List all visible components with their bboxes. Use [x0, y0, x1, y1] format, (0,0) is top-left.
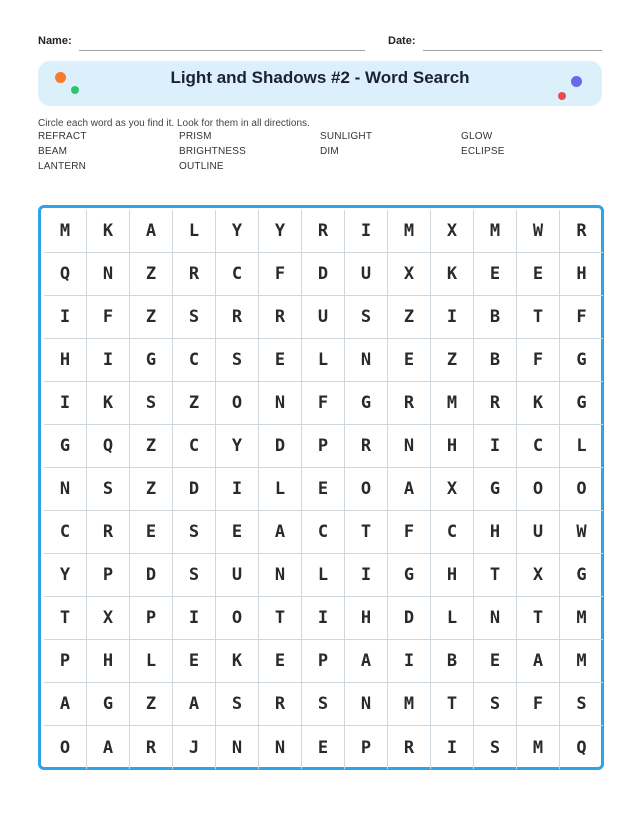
- grid-cell[interactable]: D: [259, 425, 302, 468]
- grid-cell[interactable]: G: [130, 339, 173, 382]
- grid-cell[interactable]: K: [87, 210, 130, 253]
- grid-cell[interactable]: C: [173, 425, 216, 468]
- grid-cell[interactable]: Q: [44, 253, 87, 296]
- header-fields: [38, 34, 602, 54]
- grid-cell[interactable]: R: [216, 296, 259, 339]
- grid-cell[interactable]: F: [517, 683, 560, 726]
- grid-cell[interactable]: Z: [388, 296, 431, 339]
- grid-cell[interactable]: I: [345, 554, 388, 597]
- word-item: DIM: [320, 146, 339, 157]
- grid-cell[interactable]: Z: [130, 468, 173, 511]
- grid-cell[interactable]: S: [345, 296, 388, 339]
- word-item: BEAM: [38, 146, 68, 157]
- grid-cell[interactable]: L: [173, 210, 216, 253]
- grid-cell[interactable]: A: [388, 468, 431, 511]
- grid-cell[interactable]: M: [560, 597, 603, 640]
- grid-cell[interactable]: Z: [173, 382, 216, 425]
- grid-cell[interactable]: P: [87, 554, 130, 597]
- grid-cell[interactable]: Y: [259, 210, 302, 253]
- grid-cell[interactable]: I: [345, 210, 388, 253]
- grid-cell[interactable]: H: [560, 253, 603, 296]
- grid-cell[interactable]: E: [173, 640, 216, 683]
- grid-cell[interactable]: S: [302, 683, 345, 726]
- grid-cell[interactable]: W: [517, 210, 560, 253]
- grid-cell[interactable]: U: [345, 253, 388, 296]
- grid-cell[interactable]: I: [302, 597, 345, 640]
- grid-cell[interactable]: Z: [431, 339, 474, 382]
- grid-cell[interactable]: P: [44, 640, 87, 683]
- grid-cell[interactable]: Q: [576, 737, 587, 758]
- grid-cell[interactable]: X: [431, 468, 474, 511]
- grid-cell[interactable]: O: [517, 468, 560, 511]
- grid-cell[interactable]: S: [474, 726, 517, 769]
- grid-cell[interactable]: K: [517, 382, 560, 425]
- date-line[interactable]: [423, 50, 602, 51]
- grid-cell[interactable]: E: [517, 253, 560, 296]
- grid-cell[interactable]: T: [517, 597, 560, 640]
- instructions: Circle each word as you find it. Look for them in all directions.: [38, 118, 310, 129]
- grid-cell[interactable]: Z: [130, 683, 173, 726]
- grid-cell[interactable]: L: [259, 468, 302, 511]
- grid-cell[interactable]: H: [87, 640, 130, 683]
- grid-cell[interactable]: M: [517, 726, 560, 769]
- purple-dot-icon: [571, 76, 582, 87]
- grid-cell[interactable]: E: [130, 511, 173, 554]
- grid-cell[interactable]: K: [216, 640, 259, 683]
- grid-cell[interactable]: L: [302, 339, 345, 382]
- grid-cell[interactable]: E: [259, 640, 302, 683]
- grid-cell[interactable]: E: [474, 253, 517, 296]
- grid-cell[interactable]: N: [259, 554, 302, 597]
- grid-cell[interactable]: N: [259, 726, 302, 769]
- word-item: ECLIPSE: [461, 146, 505, 157]
- grid-cell[interactable]: T: [474, 554, 517, 597]
- grid-cell[interactable]: I: [474, 425, 517, 468]
- grid-cell[interactable]: R: [302, 210, 345, 253]
- grid-cell[interactable]: H: [345, 597, 388, 640]
- grid-cell[interactable]: F: [388, 511, 431, 554]
- grid-cell[interactable]: U: [216, 554, 259, 597]
- grid-cell[interactable]: R: [130, 726, 173, 769]
- grid-cell[interactable]: H: [431, 554, 474, 597]
- grid-cell[interactable]: F: [560, 296, 603, 339]
- grid-cell[interactable]: O: [44, 726, 87, 769]
- grid-cell[interactable]: S: [474, 683, 517, 726]
- grid-cell[interactable]: Z: [130, 296, 173, 339]
- grid-cell[interactable]: G: [560, 554, 603, 597]
- word-item: REFRACT: [38, 131, 87, 142]
- grid-cell[interactable]: S: [173, 554, 216, 597]
- grid-cell[interactable]: X: [431, 210, 474, 253]
- grid-cell[interactable]: C: [431, 511, 474, 554]
- grid-cell[interactable]: R: [87, 511, 130, 554]
- grid-cell[interactable]: D: [302, 253, 345, 296]
- grid-cell[interactable]: I: [431, 726, 474, 769]
- grid-cell[interactable]: E: [388, 339, 431, 382]
- grid-cell[interactable]: G: [345, 382, 388, 425]
- grid-cell[interactable]: R: [259, 296, 302, 339]
- word-item: PRISM: [179, 131, 212, 142]
- grid-cell[interactable]: H: [44, 339, 87, 382]
- grid-cell[interactable]: R: [388, 726, 431, 769]
- grid-cell[interactable]: S: [216, 683, 259, 726]
- grid-cell[interactable]: S: [216, 339, 259, 382]
- grid-cell[interactable]: J: [173, 726, 216, 769]
- grid-cell[interactable]: N: [345, 683, 388, 726]
- grid-cell[interactable]: N: [259, 382, 302, 425]
- grid-cell[interactable]: C: [173, 339, 216, 382]
- grid-cell[interactable]: P: [302, 640, 345, 683]
- grid-cell[interactable]: Q: [87, 425, 130, 468]
- grid-cell[interactable]: F: [517, 339, 560, 382]
- grid-cell[interactable]: R: [474, 382, 517, 425]
- page-title: Light and Shadows #2 - Word Search: [170, 68, 470, 87]
- grid-cell[interactable]: S: [87, 468, 130, 511]
- grid-cell[interactable]: C: [302, 511, 345, 554]
- grid-cell[interactable]: M: [44, 210, 87, 253]
- grid-cell[interactable]: A: [87, 726, 130, 769]
- grid-cell[interactable]: I: [216, 468, 259, 511]
- date-label: Date:: [388, 35, 416, 47]
- grid-cell[interactable]: T: [259, 597, 302, 640]
- grid-cell[interactable]: O: [345, 468, 388, 511]
- grid-cell[interactable]: N: [345, 339, 388, 382]
- letter-grid: [44, 210, 603, 769]
- grid-cell[interactable]: N: [44, 468, 87, 511]
- grid-cell[interactable]: D: [130, 554, 173, 597]
- grid-cell[interactable]: Z: [130, 253, 173, 296]
- grid-cell[interactable]: N: [388, 425, 431, 468]
- grid-cell[interactable]: H: [431, 425, 474, 468]
- grid-cell[interactable]: P: [130, 597, 173, 640]
- grid-cell[interactable]: S: [130, 382, 173, 425]
- grid-cell[interactable]: A: [173, 683, 216, 726]
- grid-cell[interactable]: B: [474, 296, 517, 339]
- grid-cell[interactable]: Y: [44, 554, 87, 597]
- word-search-grid: [38, 205, 604, 770]
- word-item: LANTERN: [38, 161, 87, 172]
- grid-cell[interactable]: Y: [216, 425, 259, 468]
- grid-cell[interactable]: H: [474, 511, 517, 554]
- grid-cell[interactable]: X: [517, 554, 560, 597]
- grid-cell[interactable]: S: [560, 683, 603, 726]
- word-item: SUNLIGHT: [320, 131, 373, 142]
- grid-cell[interactable]: T: [345, 511, 388, 554]
- grid-cell[interactable]: B: [474, 339, 517, 382]
- red-dot-icon: [558, 92, 566, 100]
- grid-cell[interactable]: S: [173, 511, 216, 554]
- grid-cell[interactable]: X: [388, 253, 431, 296]
- grid-cell[interactable]: O: [560, 468, 603, 511]
- grid-cell[interactable]: P: [302, 425, 345, 468]
- grid-cell[interactable]: I: [44, 296, 87, 339]
- grid-cell[interactable]: E: [302, 726, 345, 769]
- grid-cell[interactable]: D: [388, 597, 431, 640]
- word-item: BRIGHTNESS: [179, 146, 247, 157]
- grid-cell[interactable]: R: [560, 210, 603, 253]
- orange-dot-icon: [55, 72, 66, 83]
- grid-cell[interactable]: X: [87, 597, 130, 640]
- name-line[interactable]: [79, 50, 365, 51]
- word-item: GLOW: [461, 131, 493, 142]
- grid-cell[interactable]: L: [130, 640, 173, 683]
- grid-cell[interactable]: I: [173, 597, 216, 640]
- grid-cell[interactable]: R: [173, 253, 216, 296]
- grid-cell[interactable]: M: [431, 382, 474, 425]
- grid-cell[interactable]: I: [388, 640, 431, 683]
- grid-cell[interactable]: A: [517, 640, 560, 683]
- grid-cell[interactable]: L: [431, 597, 474, 640]
- grid-cell[interactable]: A: [130, 210, 173, 253]
- grid-cell[interactable]: W: [560, 511, 603, 554]
- grid-cell[interactable]: E: [259, 339, 302, 382]
- word-item: OUTLINE: [179, 161, 224, 172]
- grid-cell[interactable]: G: [560, 339, 603, 382]
- grid-cell[interactable]: U: [517, 511, 560, 554]
- grid-cell[interactable]: A: [44, 683, 87, 726]
- grid-cell[interactable]: B: [431, 640, 474, 683]
- grid-cell[interactable]: D: [173, 468, 216, 511]
- title-banner: [38, 61, 602, 106]
- grid-cell[interactable]: K: [431, 253, 474, 296]
- grid-cell[interactable]: Z: [130, 425, 173, 468]
- grid-cell[interactable]: F: [259, 253, 302, 296]
- grid-cell[interactable]: A: [345, 640, 388, 683]
- grid-cell[interactable]: U: [302, 296, 345, 339]
- grid-cell[interactable]: O: [216, 597, 259, 640]
- grid-cell[interactable]: I: [44, 382, 87, 425]
- grid-cell[interactable]: M: [388, 210, 431, 253]
- grid-cell[interactable]: R: [259, 683, 302, 726]
- grid-cell[interactable]: L: [302, 554, 345, 597]
- grid-cell[interactable]: G: [87, 683, 130, 726]
- grid-cell[interactable]: R: [345, 425, 388, 468]
- grid-cell[interactable]: E: [302, 468, 345, 511]
- name-label: Name:: [38, 35, 72, 47]
- grid-cell[interactable]: F: [302, 382, 345, 425]
- grid-cell[interactable]: T: [44, 597, 87, 640]
- grid-cell[interactable]: N: [216, 726, 259, 769]
- green-dot-icon: [71, 86, 79, 94]
- grid-cell[interactable]: C: [44, 511, 87, 554]
- grid-cell[interactable]: S: [173, 296, 216, 339]
- grid-cell[interactable]: F: [87, 296, 130, 339]
- grid-cell[interactable]: K: [87, 382, 130, 425]
- grid-cell[interactable]: G: [388, 554, 431, 597]
- grid-cell[interactable]: C: [216, 253, 259, 296]
- grid-cell[interactable]: A: [259, 511, 302, 554]
- grid-cell[interactable]: T: [517, 296, 560, 339]
- grid-cell[interactable]: P: [345, 726, 388, 769]
- grid-cell[interactable]: R: [388, 382, 431, 425]
- grid-cell[interactable]: O: [216, 382, 259, 425]
- grid-cell[interactable]: G: [44, 425, 87, 468]
- grid-cell[interactable]: L: [560, 425, 603, 468]
- grid-cell[interactable]: I: [431, 296, 474, 339]
- grid-cell[interactable]: M: [560, 640, 603, 683]
- grid-cell[interactable]: Y: [216, 210, 259, 253]
- grid-cell[interactable]: E: [216, 511, 259, 554]
- grid-cell[interactable]: N: [474, 597, 517, 640]
- grid-cell[interactable]: I: [87, 339, 130, 382]
- grid-cell[interactable]: C: [517, 425, 560, 468]
- grid-cell[interactable]: T: [431, 683, 474, 726]
- grid-cell[interactable]: E: [474, 640, 517, 683]
- grid-cell[interactable]: G: [474, 468, 517, 511]
- grid-cell[interactable]: G: [560, 382, 603, 425]
- grid-cell[interactable]: N: [87, 253, 130, 296]
- grid-cell[interactable]: M: [388, 683, 431, 726]
- grid-cell[interactable]: M: [474, 210, 517, 253]
